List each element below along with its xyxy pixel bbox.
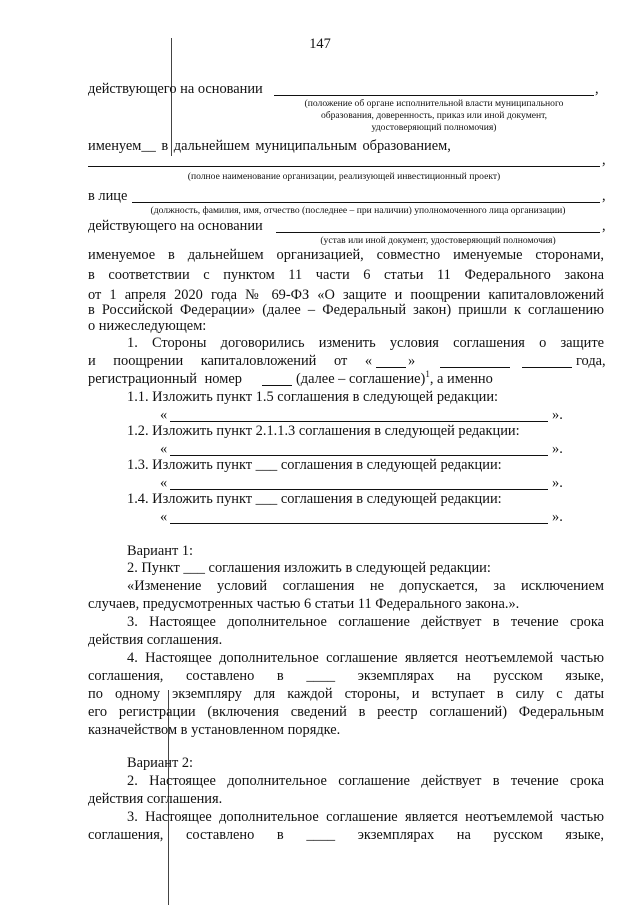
clause1-line2-start: и поощрении капиталовложений от « xyxy=(88,353,373,369)
variant1-p4-line2: соглашения, составлено в ____ экземплярах на русском языке, xyxy=(88,668,604,684)
footnote-ref: 1 xyxy=(425,369,430,380)
subclause-1-1: 1.1. Изложить пункт 1.5 соглашения в следующей редакции: xyxy=(127,389,499,405)
preamble-line-4: в Российской Федерации» (далее – Федеральный закон) пришли к соглашению xyxy=(88,302,604,318)
quote-close: ». xyxy=(552,441,563,457)
org-name-blank xyxy=(88,154,600,167)
page-number: 147 xyxy=(309,36,331,52)
quote-open: « xyxy=(160,475,168,491)
acting-basis2-label: действующего на основании xyxy=(88,218,263,234)
clause1-line1: 1. Стороны договорились изменить условия соглашения о защите xyxy=(127,335,604,351)
subclause-1-3-blank xyxy=(170,477,548,490)
charter-note: (устав или иной документ, удостоверяющий полномочия) xyxy=(320,235,556,246)
clause1-line3-rest xyxy=(296,371,493,388)
quote-open: « xyxy=(160,441,168,457)
in-person-label: в лице xyxy=(88,188,128,204)
registration-blank xyxy=(262,373,292,386)
subclause-1-2: 1.2. Изложить пункт 2.1.1.3 соглашения в следующей редакции: xyxy=(127,423,520,439)
variant1-p2-quote-line2: случаев, предусмотренных частью 6 статьи 11 Федерального закона.». xyxy=(88,596,520,612)
variant1-p4-line1: 4. Настоящее дополнительное соглашение является неотъемлемой частью xyxy=(127,650,604,666)
date-day-blank xyxy=(376,355,406,368)
subclause-1-4: 1.4. Изложить пункт ___ соглашения в следующей редакции: xyxy=(127,491,502,507)
variant2-p3-line1: 3. Настоящее дополнительное соглашение является неотъемлемой частью xyxy=(127,809,604,825)
preamble-line-2: в соответствии с пунктом 11 части 6 статьи 11 Федерального закона xyxy=(88,267,604,283)
variant2-p2-line1: 2. Настоящее дополнительное соглашение действует в течение срока xyxy=(127,773,604,789)
acting-basis-note-line3: удостоверяющий полномочия) xyxy=(371,122,497,133)
person-blank xyxy=(132,190,600,203)
variant1-title: Вариант 1: xyxy=(127,543,194,559)
clause1-line3-start: регистрационный номер xyxy=(88,371,242,387)
comma: , xyxy=(602,188,606,204)
person-note: (должность, фамилия, имя, отчество (последнее – при наличии) уполномоченного лица организации) xyxy=(150,205,566,216)
variant2-p3-line2: соглашения, составлено в ____ экземплярах на русском языке, xyxy=(88,827,604,843)
variant1-p4-line3: по одному экземпляру для каждой стороны, и вступает в силу с даты xyxy=(88,686,604,702)
preamble-line-1: именуемое в дальнейшем организацией, совместно именуемые сторонами, xyxy=(88,247,604,263)
variant2-p2-line2: действия соглашения. xyxy=(88,791,223,807)
subclause-1-4-blank xyxy=(170,511,548,524)
acting-basis-note-line1: (положение об органе исполнительной власти муниципального xyxy=(304,98,564,109)
variant2-title: Вариант 2: xyxy=(127,755,194,771)
quote-close: ». xyxy=(552,475,563,491)
quote-close: ». xyxy=(552,509,563,525)
quote-open: « xyxy=(160,407,168,423)
named-line: именуем__ в дальнейшем муниципальным образованием, xyxy=(88,138,451,154)
variant1-p4-line5: казначейством в установленном порядке. xyxy=(88,722,341,738)
charter-blank xyxy=(276,220,600,233)
variant1-p2-quote-line1: «Изменение условий соглашения не допускается, за исключением xyxy=(127,578,604,594)
variant1-p3-line1: 3. Настоящее дополнительное соглашение действует в течение срока xyxy=(127,614,604,630)
org-note: (полное наименование организации, реализующей инвестиционный проект) xyxy=(187,171,501,182)
subclause-1-3: 1.3. Изложить пункт ___ соглашения в следующей редакции: xyxy=(127,457,502,473)
subclause-1-1-blank xyxy=(170,409,548,422)
date-year-blank xyxy=(522,355,572,368)
clause1-close-quote: » xyxy=(408,353,416,369)
quote-open: « xyxy=(160,509,168,525)
variant1-p3-line2: действия соглашения. xyxy=(88,632,223,648)
quote-close: ». xyxy=(552,407,563,423)
acting-basis-blank xyxy=(274,83,594,96)
clause1-line3-c: , а именно xyxy=(429,371,493,387)
comma: , xyxy=(595,81,599,97)
subclause-1-2-blank xyxy=(170,443,548,456)
acting-basis-note-line2: образования, доверенность, приказ или иной документ, xyxy=(320,110,548,121)
variant1-p4-line4: его регистрации (включения сведений в реестр соглашений) Федеральным xyxy=(88,704,604,720)
date-month-blank xyxy=(440,355,510,368)
preamble-line-3: от 1 апреля 2020 года № 69-ФЗ «О защите и поощрении капиталовложений xyxy=(88,287,604,303)
comma: , xyxy=(602,152,606,168)
acting-basis-label: действующего на основании xyxy=(88,81,263,97)
preamble-line-5: о нижеследующем: xyxy=(88,318,207,334)
clause1-year-word: года, xyxy=(576,353,606,369)
variant1-p2: 2. Пункт ___ соглашения изложить в следующей редакции: xyxy=(127,560,491,576)
comma: , xyxy=(602,218,606,234)
clause1-line3-b: (далее – соглашение) xyxy=(296,371,426,387)
